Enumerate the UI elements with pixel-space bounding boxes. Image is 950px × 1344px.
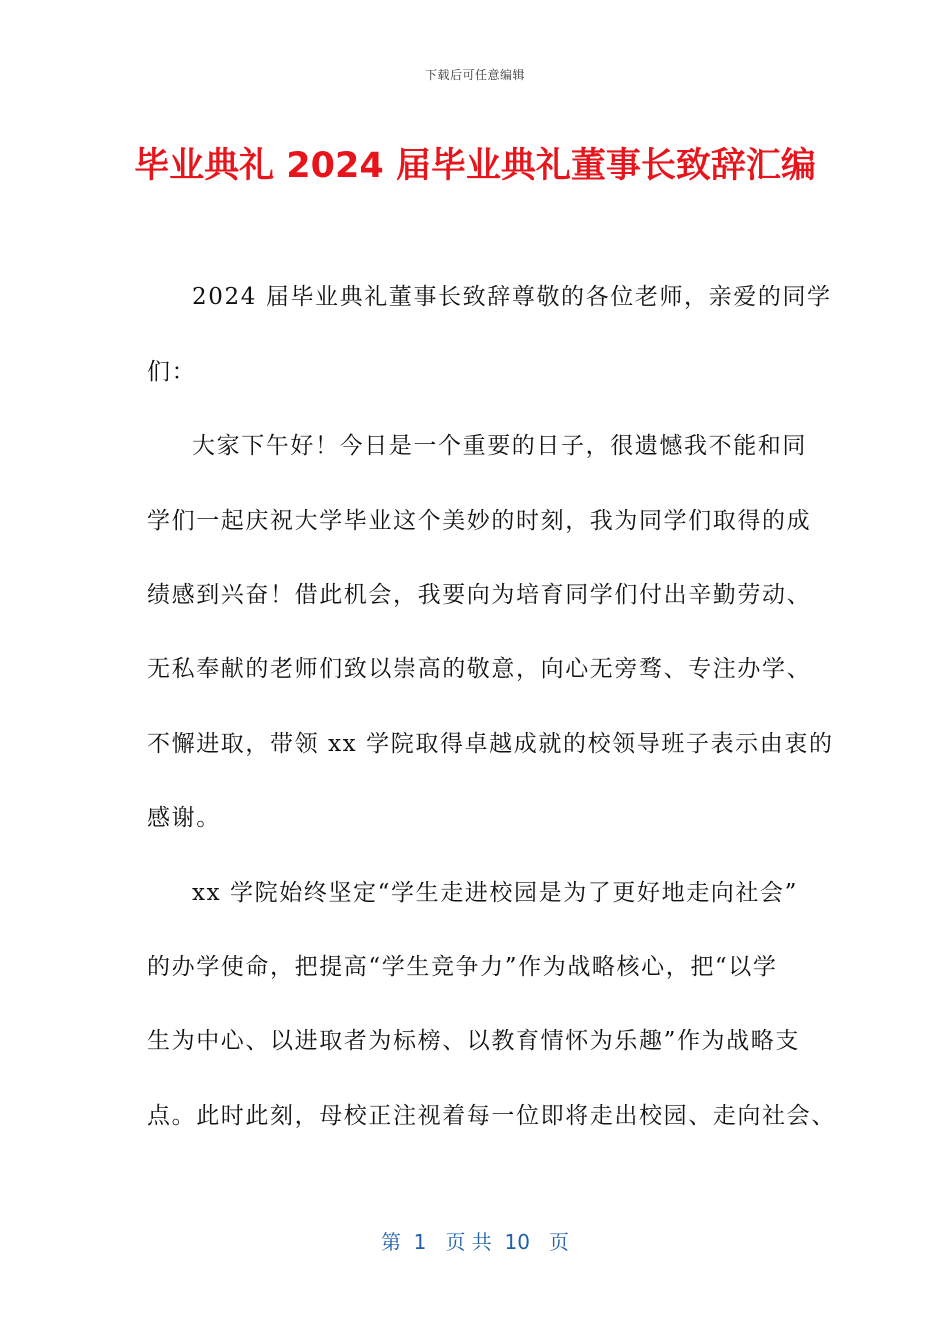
- paragraph-line: 的办学使命，把提高“学生竞争力”作为战略核心，把“以学: [147, 954, 778, 980]
- paragraph-line: 2024 届毕业典礼董事长致辞尊敬的各位老师，亲爱的同学: [192, 284, 832, 310]
- paragraph-line: 生为中心、以进取者为标榜、以教育情怀为乐趣”作为战略支: [147, 1028, 800, 1054]
- paragraph-line: 们：: [147, 359, 197, 385]
- paragraph-line: 点。此时此刻，母校正注视着每一位即将走出校园、走向社会、: [147, 1103, 836, 1129]
- paragraph-line: 无私奉献的老师们致以崇高的敬意，向心无旁骛、专注办学、: [147, 656, 812, 682]
- paragraph-line: 学们一起庆祝大学毕业这个美妙的时刻，我为同学们取得的成: [147, 508, 812, 534]
- paragraph-line: 不懈进取，带领 xx 学院取得卓越成就的校领导班子表示由衷的: [147, 731, 834, 757]
- page-header-note: 下载后可任意编辑: [424, 68, 525, 82]
- paragraph-line: 绩感到兴奋！借此机会，我要向为培育同学们付出辛勤劳动、: [147, 582, 812, 608]
- page-number-footer: 第 1 页 共 10 页: [380, 1230, 570, 1254]
- document-title: 毕业典礼 2024 届毕业典礼董事长致辞汇编: [134, 146, 816, 186]
- paragraph-line: 感谢。: [147, 805, 221, 831]
- paragraph-line: 大家下午好！今日是一个重要的日子，很遗憾我不能和同: [192, 433, 807, 459]
- paragraph-line: xx 学院始终坚定“学生走进校园是为了更好地走向社会”: [192, 880, 798, 906]
